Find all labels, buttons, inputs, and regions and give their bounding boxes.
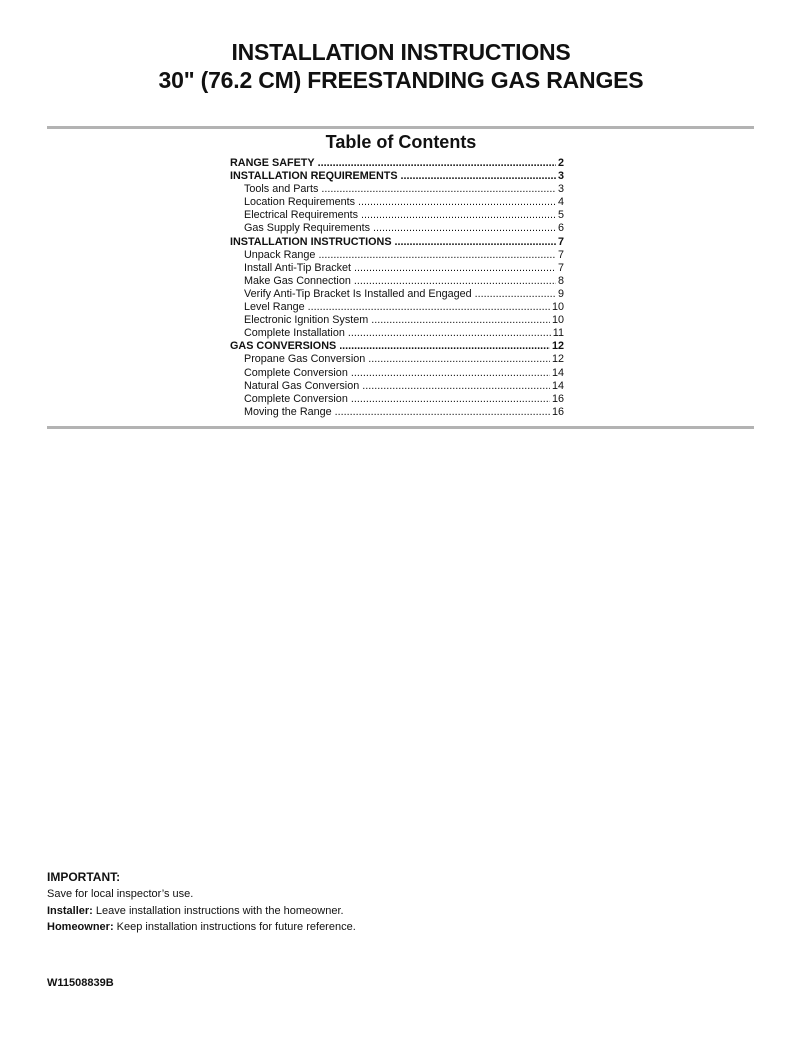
toc-entry-label: Location Requirements (244, 196, 356, 209)
toc-dot-leader (361, 209, 556, 222)
part-number: W11508839B (47, 977, 114, 989)
toc-entry[interactable] (230, 196, 564, 209)
toc-entry-page: 2 (557, 157, 564, 169)
toc-entry-label: Moving the Range (244, 405, 332, 418)
toc-entry-page: 7 (557, 248, 564, 261)
toc-dot-leader (318, 157, 556, 170)
toc-dot-leader (395, 236, 556, 249)
toc-entry-page: 10 (551, 301, 564, 314)
toc-entry-label: Gas Supply Requirements (244, 222, 371, 235)
toc-entry-page: 3 (557, 183, 564, 196)
toc-entry-label: Complete Conversion (244, 392, 348, 405)
table-of-contents (230, 157, 564, 419)
toc-entry[interactable] (230, 249, 564, 262)
toc-entry-label: Install Anti-Tip Bracket (244, 261, 352, 274)
toc-dot-leader (358, 196, 556, 209)
toc-dot-leader (371, 314, 550, 327)
toc-entry-label: Complete Installation (244, 327, 345, 340)
toc-dot-leader (348, 327, 551, 340)
toc-entry-label: Level Range (244, 301, 305, 314)
toc-entry[interactable] (230, 288, 564, 301)
toc-entry[interactable] (230, 157, 564, 170)
toc-entry-page: 6 (557, 222, 564, 235)
toc-entry-page: 9 (557, 287, 564, 300)
toc-dot-leader (362, 380, 550, 393)
toc-dot-leader (339, 340, 550, 353)
document-title-line1: INSTALLATION INSTRUCTIONS (231, 39, 571, 65)
toc-entry-page: 3 (557, 170, 564, 183)
toc-dot-leader (354, 262, 556, 275)
toc-dot-leader (368, 353, 550, 366)
installer-label: Installer: (47, 905, 93, 917)
toc-entry[interactable] (230, 301, 564, 314)
document-title-line2: 30" (76.2 CM) FREESTANDING GAS RANGES (158, 67, 644, 93)
toc-entry[interactable] (230, 222, 564, 235)
divider-top (47, 126, 754, 129)
homeowner-label: Homeowner: (47, 921, 114, 933)
toc-dot-leader (354, 275, 556, 288)
toc-entry[interactable] (230, 262, 564, 275)
toc-entry[interactable] (230, 236, 564, 249)
toc-entry-label: Make Gas Connection (244, 274, 351, 287)
homeowner-note (47, 920, 356, 934)
toc-entry-label: Complete Conversion (244, 366, 348, 379)
toc-entry[interactable] (230, 275, 564, 288)
toc-entry-label: Propane Gas Conversion (244, 353, 366, 366)
toc-entry-label: Unpack Range (244, 248, 316, 261)
toc-entry-page: 12 (551, 340, 564, 353)
important-line: Save for local inspector’s use. (47, 888, 194, 900)
toc-entry-page: 16 (551, 392, 564, 405)
toc-entry-label: Electronic Ignition System (244, 314, 369, 327)
toc-dot-leader (401, 170, 556, 183)
homeowner-text: Keep installation instructions for future reference. (113, 921, 356, 933)
toc-entry-page: 12 (551, 353, 564, 366)
toc-entry-page: 11 (552, 327, 564, 340)
toc-entry[interactable] (230, 170, 564, 183)
installer-text: Leave installation instructions with the homeowner. (92, 905, 344, 917)
toc-entry-page: 7 (557, 261, 564, 274)
toc-entry-page: 16 (551, 405, 564, 418)
toc-dot-leader (318, 249, 556, 262)
toc-dot-leader (308, 301, 550, 314)
toc-entry[interactable] (230, 314, 564, 327)
toc-entry-label: Verify Anti-Tip Bracket Is Installed and Engaged (244, 287, 472, 300)
toc-dot-leader (351, 393, 550, 406)
toc-entry[interactable] (230, 393, 564, 406)
toc-dot-leader (321, 183, 556, 196)
toc-entry[interactable] (230, 367, 564, 380)
toc-entry-label: Tools and Parts (244, 183, 319, 196)
important-heading: IMPORTANT: (47, 870, 121, 884)
toc-entry-page: 8 (557, 274, 564, 287)
toc-entry[interactable] (230, 327, 564, 340)
toc-entry-page: 14 (551, 366, 564, 379)
toc-entry-label: Electrical Requirements (244, 209, 359, 222)
toc-entry[interactable] (230, 209, 564, 222)
toc-entry[interactable] (230, 406, 564, 419)
divider-bottom (47, 426, 754, 429)
toc-entry[interactable] (230, 183, 564, 196)
toc-entry-label: Natural Gas Conversion (244, 379, 360, 392)
toc-entry[interactable] (230, 380, 564, 393)
toc-dot-leader (351, 367, 550, 380)
toc-entry[interactable] (230, 340, 564, 353)
toc-entry-label: GAS CONVERSIONS (230, 340, 337, 353)
toc-entry-page: 5 (557, 209, 564, 222)
toc-entry-page: 14 (551, 379, 564, 392)
toc-entry-label: RANGE SAFETY (230, 157, 315, 169)
toc-dot-leader (373, 222, 556, 235)
toc-title: Table of Contents (325, 132, 477, 152)
installer-note (47, 904, 344, 918)
toc-entry-page: 4 (557, 196, 564, 209)
toc-entry-page: 10 (551, 314, 564, 327)
toc-entry-label: INSTALLATION REQUIREMENTS (230, 170, 398, 183)
toc-dot-leader (475, 288, 556, 301)
toc-entry-page: 7 (557, 235, 564, 248)
toc-dot-leader (335, 406, 550, 419)
toc-entry[interactable] (230, 353, 564, 366)
toc-entry-label: INSTALLATION INSTRUCTIONS (230, 235, 392, 248)
